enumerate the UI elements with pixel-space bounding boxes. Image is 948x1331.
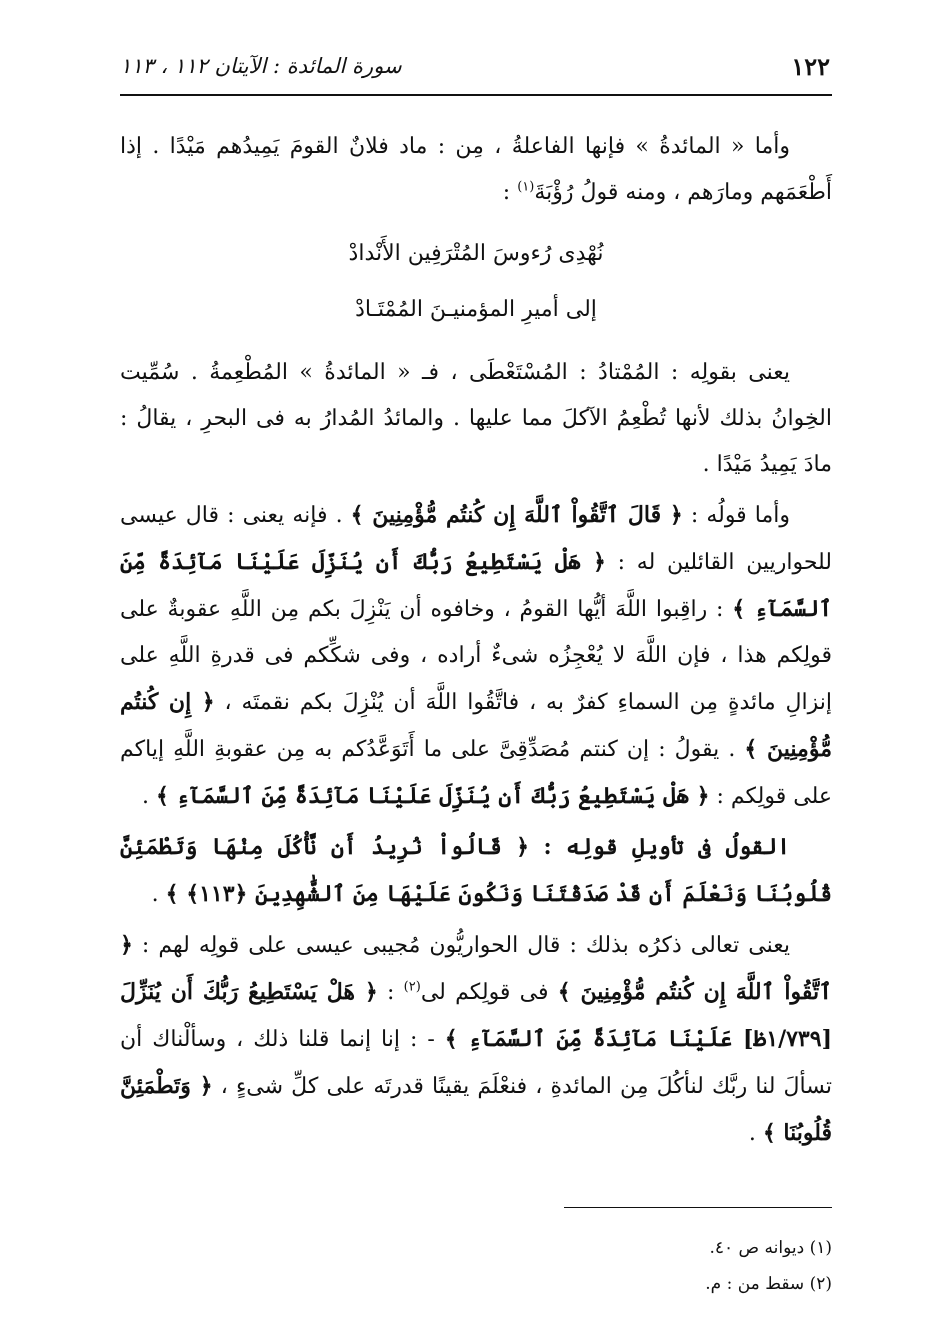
verse-line-1: نُهْدِى رُءوسَ المُتْرَفِين الأَنْدادْ — [348, 241, 604, 266]
quran-quote: ﴿ ٱتَّقُواْ ٱللَّهَ إِن كُنتُم مُّؤْمِنِينَ ﴾ — [120, 932, 832, 1005]
section-heading: القولُ فى تأويلِ قولِه : — [529, 834, 790, 860]
paragraph-1-text: وأما « المائدةُ » فإنها الفاعلةُ ، مِن : ماد فلانٌ القومَ يَمِيدُهم مَيْدًا . إذا أَطْعَمَهم ومارَهم ، ومنه قولُ رُؤْبَةَ — [120, 134, 832, 205]
quran-quote: ﴿ وَتَطْمَئِنَّ قُلُوبُنَا ﴾ — [120, 1073, 832, 1146]
main-text — [120, 124, 832, 1157]
paragraph-4 — [120, 824, 832, 918]
paragraph-3 — [120, 492, 832, 820]
paragraph-2: يعنى بقولِه : المُمْتادُ : المُسْتَعْطَى ، فـ « المائدةُ » المُطْعِمةُ . سُمِّيت الخِوانُ بذلك لأنها تُطْعِمُ الآكلَ مما عليها . والمائدُ المُدارُ به فى البحرِ ، يقالُ : مادَ يَمِيدُ مَيْدًا . — [120, 360, 832, 477]
paragraph-3-text-d: . يقولُ : إن كنتم مُصَدِّقِىَّ على ما أَتَوَعَّدُكم به مِن عقوبةِ اللَّهِ إياكم على قولِكم : — [120, 737, 832, 809]
verse-line-2: إلى أميرِ المؤمنيـنَ المُمْتَـادْ — [355, 297, 597, 322]
quran-quote: ﴿ قَالُواْ نُرِيدُ أَن نَّأْكُلَ مِنْهَا وَتَطْمَئِنَّ قُلُوبُنَا وَنَعْلَمَ أَن قَدْ صَدَقْتَنَا وَنَكُونَ عَلَيْهَا مِنَ ٱلشَّٰهِدِينَ ﴿١١٣﴾ ﴾ — [120, 834, 832, 907]
quran-quote: ﴿ قَالَ ٱتَّقُواْ ٱللَّهَ إِن كُنتُم مُّؤْمِنِينَ ﴾ — [350, 502, 683, 528]
footnotes — [560, 1230, 832, 1302]
footnote-2: (٢) سقط من : م. — [705, 1274, 832, 1294]
page-number: ١٢٢ — [791, 51, 830, 81]
quran-quote: ﴿ هَلْ يَسْتَطِيعُ رَبُّكَ أَن يُنَزِّلَ عَلَيْنَا مَآئِدَةً مِّنَ ٱلسَّمَآءِ ﴾ — [120, 549, 832, 622]
paragraph-1-end: : — [502, 180, 518, 205]
paragraph-5-text-a: يعنى تعالى ذكرُه بذلك : قال الحواريُّون مُجيبى عيسى على قولِه لهم : — [132, 933, 790, 958]
paragraph-5 — [120, 922, 832, 1157]
footnote-1: (١) ديوانه ص ٤٠. — [709, 1238, 832, 1258]
paragraph-3-text-e: . — [141, 784, 156, 809]
footnote-ref-1[interactable]: (١) — [517, 179, 535, 195]
paragraph-4-end: . — [151, 882, 166, 907]
paragraph-5-text-d: - : إنا إنما قلنا ذلك ، وسألْناك أن تسألَ لنا ربَّك لنأكُلَ مِن المائدةِ ، فنعْلَمَ يقينًا قدرتَه على كلِّ شىءٍ ، — [120, 1027, 832, 1099]
paragraph-5-end: . — [748, 1121, 763, 1146]
paragraph-5-text-c: : — [377, 980, 404, 1005]
paragraph-3-text-c: : راقِبوا اللَّهَ أيُّها القومُ ، وخافوه أن يَنْزِلَ بكم مِن اللَّهِ عقوبةٌ على قولِكم هذا ، فإن اللَّهَ لا يُعْجِزُه شىءٌ أراده ، وفى شكِّكم فى قدرةِ اللَّهِ على إنزالِ مائدةٍ مِن السماءِ كفرٌ به ، فاتَّقُوا اللَّهَ أن يُنْزِلَ بكم نقمتَه ، — [120, 597, 832, 715]
paragraph-5-text-b: فى قولِكم لى — [420, 980, 558, 1005]
paragraph-3-text-a: وأما قولُه : — [682, 503, 790, 528]
quran-quote: ﴿ هَلْ يَسْتَطِيعُ رَبُّكَ أَن يُنَزِّلَ عَلَيْنَا مَآئِدَةً مِّنَ ٱلسَّمَآءِ ﴾ — [155, 783, 710, 809]
quran-quote: ﴿ إِن كُنتُم مُّؤْمِنِينَ ﴾ — [120, 689, 832, 762]
paragraph-3-text-b: . فإنه يعنى : قال عيسى للحواريين القائلين له : — [120, 503, 833, 575]
page-header — [120, 46, 830, 86]
footnote-rule — [564, 1207, 832, 1208]
quran-quote: ﴿ هَلْ يَسْتَطِيعُ رَبُّكَ أَن يُنَزِّلَ [١/٧٣٩ظ] عَلَيْنَا مَآئِدَةً مِّنَ ٱلسَّمَآءِ ﴾ — [120, 979, 832, 1052]
header-rule — [120, 94, 832, 96]
poetry-block — [120, 226, 832, 338]
running-title: سورة المائدة : الآيتان ١١٢ ، ١١٣ — [120, 54, 402, 78]
paragraph-1 — [120, 124, 832, 216]
footnote-ref-2[interactable]: (٢) — [403, 979, 421, 995]
